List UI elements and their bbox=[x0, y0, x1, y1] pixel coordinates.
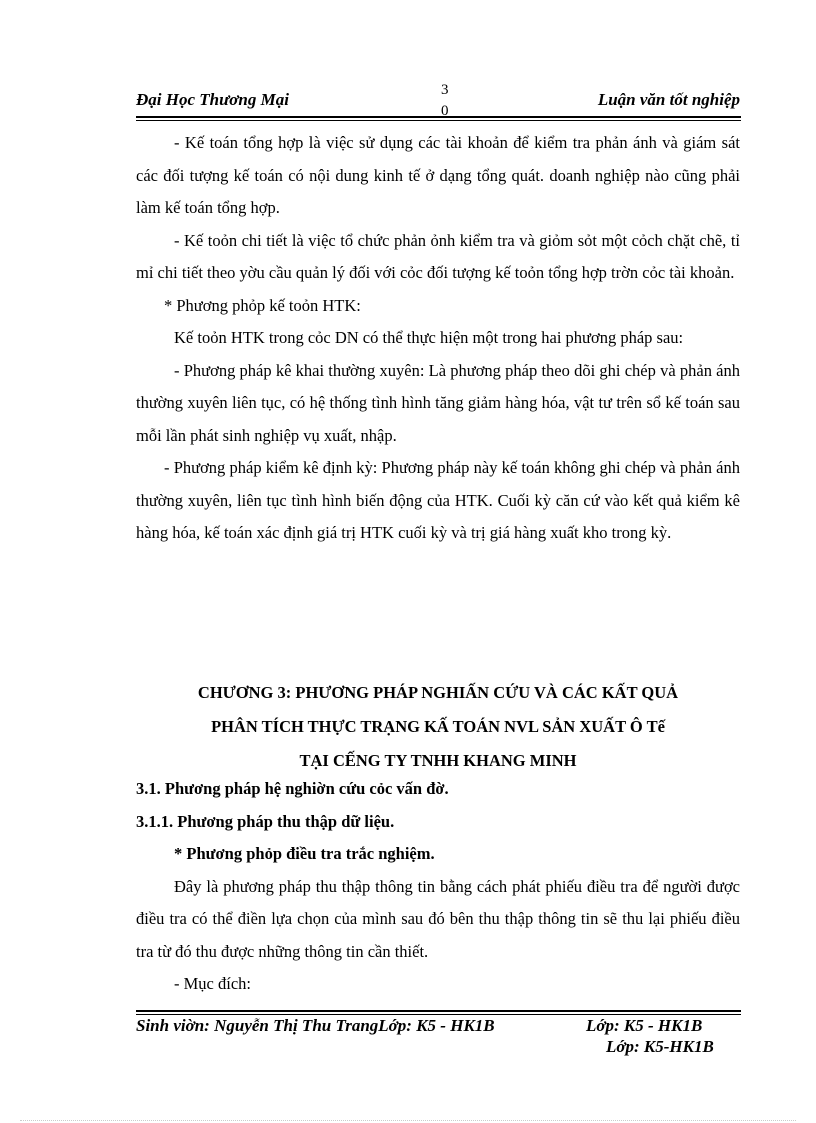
chapter-title-line: PHÂN TÍCH THỰC TRẠNG KẤ TOÁN NVL SẢN XUẤT Ô Tế bbox=[211, 717, 665, 736]
section-content bbox=[136, 773, 740, 1001]
section-heading: 3.1. Phương pháp hệ nghiờn cứu cỏc vấn đờ. bbox=[136, 779, 449, 798]
header-university: Đại Học Thương Mại bbox=[136, 90, 289, 109]
paragraph: * Phương phỏp kế toỏn HTK: bbox=[164, 295, 361, 315]
header-thesis-label: Luận văn tốt nghiệp bbox=[597, 90, 740, 109]
chapter-title bbox=[136, 676, 740, 778]
page-number-digit-2: 0 bbox=[441, 103, 449, 115]
chapter-title-line: CHƯƠNG 3: PHƯƠNG PHÁP NGHIẤN CỨU VÀ CÁC KẤT QUẢ bbox=[197, 683, 679, 702]
footer-rule bbox=[136, 1010, 741, 1012]
chapter-title-line: TẠI CẾNG TY TNHH KHANG MINH bbox=[299, 751, 577, 770]
footer-student: Sinh viờn: Nguyễn Thị Thu TrangLớp: K5 - HK1B bbox=[136, 1016, 495, 1035]
paragraph: - Phương pháp kê khai thường xuyên: Là phương pháp theo dõi ghi chép và phản ánh thường xuyên liên tục, có hệ thống tình hình tăng giảm hàng hóa, vật tư trên sổ kế toán sau mỗi lần phát sinh nghiệp vụ xuất, nhập. bbox=[136, 360, 740, 445]
footer-class-2: Lớp: K5-HK1B bbox=[606, 1037, 714, 1056]
header-rule bbox=[136, 116, 741, 118]
footer-class: Lớp: K5 - HK1B bbox=[586, 1016, 703, 1035]
paragraph: - Kế toỏn chi tiết là việc tổ chức phản ỏnh kiểm tra và giỏm sỏt một cỏch chặt chẽ, tỉ mỉ chi tiết theo yờu cầu quản lý đối với cỏc đối tượng kế toỏn tổng hợp trờn cỏc tài khoản. bbox=[136, 230, 740, 282]
paragraph: - Kế toán tổng hợp là việc sử dụng các tài khoản để kiểm tra phản ánh và giám sát các đối tượng kế toán có nội dung kinh tế ở dạng tổng quát. doanh nghiệp nào cũng phải làm kế toán tổng hợp. bbox=[136, 133, 740, 217]
paragraph: - Mục đích: bbox=[174, 974, 251, 993]
body-text bbox=[136, 127, 740, 550]
page-number-digit-1: 3 bbox=[441, 82, 449, 98]
header-rule-thin bbox=[136, 120, 741, 121]
method-heading: * Phương phỏp điều tra trắc nghiệm. bbox=[174, 844, 435, 863]
page-bottom-border bbox=[20, 1120, 796, 1121]
paragraph: Đây là phương pháp thu thập thông tin bằng cách phát phiếu điều tra để người được điều tra có thể điền lựa chọn của mình sau đó bên thu thập thông tin sẽ thu lại phiếu điều tra từ đó thu được những thông tin cần thiết. bbox=[136, 876, 740, 961]
footer-rule-thin bbox=[136, 1014, 741, 1015]
subsection-heading: 3.1.1. Phương pháp thu thập dữ liệu. bbox=[136, 811, 395, 831]
paragraph: - Phương pháp kiểm kê định kỳ: Phương pháp này kế toán không ghi chép và phản ánh thường xuyên, liên tục tình hình biến động của HTK. Cuối kỳ căn cứ vào kết quả kiểm kê hàng hóa, kế toán xác định giá trị HTK cuối kỳ và trị giá hàng xuất kho trong kỳ. bbox=[136, 458, 740, 542]
paragraph: Kế toỏn HTK trong cỏc DN có thể thực hiện một trong hai phương pháp sau: bbox=[174, 328, 684, 347]
